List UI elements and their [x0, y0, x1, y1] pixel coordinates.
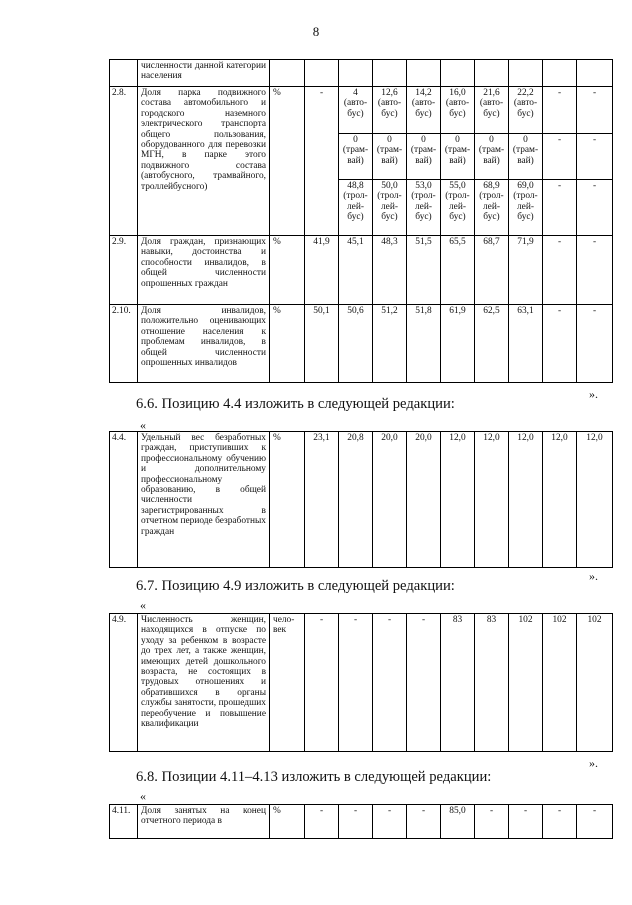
value-cell: 102: [543, 614, 577, 752]
value-cell: 20,8: [339, 432, 373, 568]
indicators-table-4-11: [109, 804, 613, 839]
value-cell: -: [543, 180, 577, 236]
value-cell: -: [577, 236, 613, 305]
value-cell: 83: [475, 614, 509, 752]
indicator-description: Доля занятых на конец отчетного периода в: [138, 805, 270, 839]
indicator-description: Численность женщин, находящихся в отпуске по уходу за ребенком в возрасте до трех лет, а также женщин, имеющих детей дошкольного возраста, не состоящих в трудовых отношениях и обратившихся в органы службы занятости, прошедших переобучение и повышение квалификации: [138, 614, 270, 752]
value-cell: -: [407, 614, 441, 752]
table-row: [110, 60, 613, 87]
value-cell: 71,9: [509, 236, 543, 305]
value-cell: 22,2 (авто- бус): [509, 87, 543, 134]
value-cell: 53,0 (трол- лей- бус): [407, 180, 441, 236]
table-row: [110, 614, 613, 752]
section-heading-6-7: 6.7. Позицию 4.9 изложить в следующей редакции:: [136, 578, 455, 594]
value-cell: 62,5: [475, 305, 509, 383]
value-cell: 51,2: [373, 305, 407, 383]
value-cell: 20,0: [407, 432, 441, 568]
row-number: 2.10.: [110, 305, 138, 383]
value-cell: -: [339, 805, 373, 839]
value-cell: 0 (трам- вай): [509, 134, 543, 180]
value-cell: 51,5: [407, 236, 441, 305]
value-cell: 12,0: [543, 432, 577, 568]
section-heading-6-6: 6.6. Позицию 4.4 изложить в следующей редакции:: [136, 396, 455, 412]
value-cell: 23,1: [305, 432, 339, 568]
indicators-table-4-4: [109, 431, 613, 568]
table-row: [110, 236, 613, 305]
value-cell: 48,3: [373, 236, 407, 305]
table-row: [110, 805, 613, 839]
indicator-description: Удельный вес безработных граждан, приступивших к профессиональному обучению и дополнительному профессиональному образованию, в общей численности зарегистрированных в отчетном периоде безработных граждан: [138, 432, 270, 568]
value-cell: 50,6: [339, 305, 373, 383]
value-cell: 45,1: [339, 236, 373, 305]
value-cell: 0 (трам- вай): [407, 134, 441, 180]
value-cell: 0 (трам- вай): [339, 134, 373, 180]
open-quote: «: [140, 789, 146, 803]
value-cell: 12,0: [509, 432, 543, 568]
value-cell: 0 (трам- вай): [441, 134, 475, 180]
value-cell: 14,2 (авто- бус): [407, 87, 441, 134]
value-cell: 48,8 (трол- лей- бус): [339, 180, 373, 236]
value-cell: -: [475, 805, 509, 839]
unit: %: [270, 236, 305, 305]
value-cell: 41,9: [305, 236, 339, 305]
unit: %: [270, 87, 305, 236]
indicator-description: Доля инвалидов, положительно оценивающих отношение населения к проблемам инвалидов, в общей численности опрошенных инвалидов: [138, 305, 270, 383]
value-cell: 102: [577, 614, 613, 752]
value-cell: 102: [509, 614, 543, 752]
value-cell: -: [543, 87, 577, 134]
value-cell: -: [373, 614, 407, 752]
table-row: [110, 432, 613, 568]
value-cell: 4 (авто- бус): [339, 87, 373, 134]
unit: %: [270, 432, 305, 568]
value-cell: 68,9 (трол- лей- бус): [475, 180, 509, 236]
value-cell: 55,0 (трол- лей- бус): [441, 180, 475, 236]
close-quote: ».: [589, 387, 598, 401]
table-row: [110, 87, 613, 134]
row-number: 2.9.: [110, 236, 138, 305]
value-cell: -: [577, 305, 613, 383]
value-cell: -: [509, 805, 543, 839]
indicator-description: Доля парка подвижного состава автомобильного и городского наземного электрического транспорта общего пользования, оборудованного для перевозки МГН, в парке этого подвижного состава (автобусного, трамвайного, троллейбусного): [138, 87, 270, 236]
value-cell: 12,0: [577, 432, 613, 568]
row-number: 4.9.: [110, 614, 138, 752]
close-quote: ».: [589, 756, 598, 770]
section-heading-6-8: 6.8. Позиции 4.11–4.13 изложить в следующей редакции:: [136, 769, 492, 785]
row-number: 4.11.: [110, 805, 138, 839]
unit: %: [270, 805, 305, 839]
unit: чело- век: [270, 614, 305, 752]
value-cell: 50,0 (трол- лей- бус): [373, 180, 407, 236]
value-cell: -: [577, 134, 613, 180]
value-cell: 69,0 (трол- лей- бус): [509, 180, 543, 236]
indicators-table-top: [109, 59, 613, 383]
close-quote: ».: [589, 569, 598, 583]
value-cell: 83: [441, 614, 475, 752]
value-cell: -: [407, 805, 441, 839]
value-cell: -: [305, 87, 339, 236]
value-cell: 0 (трам- вай): [373, 134, 407, 180]
open-quote: «: [140, 598, 146, 612]
value-cell: 21,6 (авто- бус): [475, 87, 509, 134]
value-cell: 50,1: [305, 305, 339, 383]
value-cell: 61,9: [441, 305, 475, 383]
indicator-description: Доля граждан, признающих навыки, достоинства и способности инвалидов, в общей численности опрошенных граждан: [138, 236, 270, 305]
value-cell: -: [543, 134, 577, 180]
value-cell: 16,0 (авто- бус): [441, 87, 475, 134]
row-number: 4.4.: [110, 432, 138, 568]
unit: %: [270, 305, 305, 383]
indicator-description: численности данной категории населения: [138, 60, 270, 87]
value-cell: -: [577, 87, 613, 134]
value-cell: 0 (трам- вай): [475, 134, 509, 180]
value-cell: 12,6 (авто- бус): [373, 87, 407, 134]
value-cell: 20,0: [373, 432, 407, 568]
value-cell: 12,0: [475, 432, 509, 568]
value-cell: -: [577, 180, 613, 236]
value-cell: -: [543, 236, 577, 305]
indicators-table-4-9: [109, 613, 613, 752]
value-cell: -: [373, 805, 407, 839]
value-cell: -: [543, 805, 577, 839]
value-cell: 65,5: [441, 236, 475, 305]
value-cell: -: [305, 614, 339, 752]
value-cell: 51,8: [407, 305, 441, 383]
row-number: 2.8.: [110, 87, 138, 236]
page-number: 8: [312, 24, 320, 39]
table-row: [110, 305, 613, 383]
open-quote: «: [140, 418, 146, 432]
value-cell: -: [305, 805, 339, 839]
value-cell: 85,0: [441, 805, 475, 839]
value-cell: 68,7: [475, 236, 509, 305]
value-cell: -: [543, 305, 577, 383]
value-cell: -: [339, 614, 373, 752]
value-cell: 12,0: [441, 432, 475, 568]
value-cell: 63,1: [509, 305, 543, 383]
value-cell: -: [577, 805, 613, 839]
